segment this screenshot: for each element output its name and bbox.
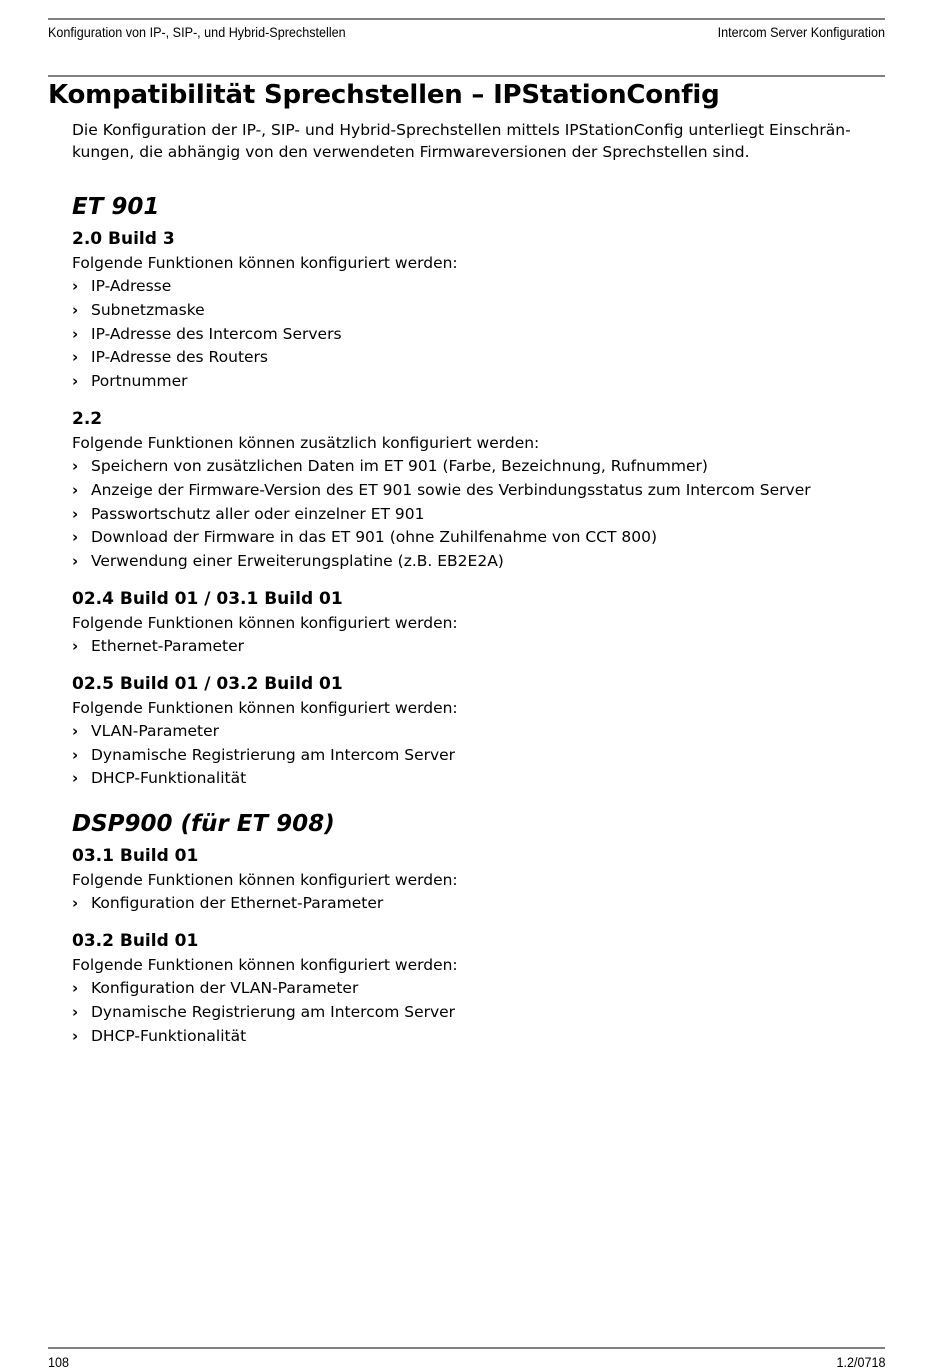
list-item-text: Passwortschutz aller oder einzelner ET 901 <box>91 504 425 523</box>
list-item-text: IP-Adresse <box>91 277 172 295</box>
version-heading: 02.5 Build 01 / 03.2 Build 01 <box>72 673 343 694</box>
section-lead: Folgende Funktionen können konfiguriert werden: <box>72 955 458 974</box>
chevron-right-icon: › <box>72 300 79 319</box>
section-lead: Folgende Funktionen können konfiguriert werden: <box>72 254 458 272</box>
version-heading: 03.2 Build 01 <box>72 930 199 951</box>
list-item <box>72 526 887 550</box>
list-item-text: Speichern von zusätzlichen Daten im ET 901 (Farbe, Bezeichnung, Rufnummer) <box>91 456 708 475</box>
list-item <box>72 720 887 744</box>
version-heading: 2.0 Build 3 <box>72 229 175 249</box>
list-item-text: VLAN-Parameter <box>91 721 220 740</box>
chevron-right-icon: › <box>72 978 79 997</box>
list-item <box>72 503 887 527</box>
list-item-text: Download der Firmware in das ET 901 (ohne Zuhilfenahme von CCT 800) <box>91 528 658 547</box>
list-item-text: DHCP-Funktionalität <box>91 1026 247 1045</box>
list-item-text: IP-Adresse des Routers <box>91 348 269 367</box>
intro-line: Die Konfiguration der IP-, SIP- und Hybrid-Sprechstellen mittels IPStationConfig unterliegt Einschrän- <box>72 121 851 139</box>
page-number: 108 <box>48 1354 70 1370</box>
chevron-right-icon: › <box>72 552 79 571</box>
list-item-text: DHCP-Funktionalität <box>91 769 247 788</box>
version-heading: 03.1 Build 01 <box>72 846 199 867</box>
section-lead: Folgende Funktionen können konfiguriert werden: <box>72 871 458 890</box>
list-item <box>72 1025 887 1049</box>
page-title: Kompatibilität Sprechstellen – IPStationConfig <box>48 80 720 110</box>
page-header <box>48 18 885 40</box>
list-item <box>72 635 887 659</box>
chevron-right-icon: › <box>72 1002 79 1021</box>
feature-list <box>72 892 887 916</box>
header-section: Intercom Server Konfiguration <box>717 24 885 40</box>
chevron-right-icon: › <box>72 324 79 343</box>
list-item <box>72 892 887 916</box>
chevron-right-icon: › <box>72 372 79 391</box>
title-rule <box>48 75 885 77</box>
chevron-right-icon: › <box>72 480 79 499</box>
intro-line: kungen, die abhängig von den verwendeten Firmwareversionen der Sprechstellen sind. <box>72 143 750 161</box>
chevron-right-icon: › <box>72 504 79 523</box>
list-item-text: Ethernet-Parameter <box>91 636 245 655</box>
section-lead: Folgende Funktionen können konfiguriert werden: <box>72 613 458 632</box>
section-lead: Folgende Funktionen können konfiguriert werden: <box>72 698 458 717</box>
list-item-text: IP-Adresse des Intercom Servers <box>91 324 342 343</box>
chevron-right-icon: › <box>72 769 79 788</box>
list-item-text: Verwendung einer Erweiterungsplatine (z.B. EB2E2A) <box>91 552 504 571</box>
chevron-right-icon: › <box>72 894 79 913</box>
chevron-right-icon: › <box>72 721 79 740</box>
list-item <box>72 744 887 768</box>
feature-list <box>72 977 887 1048</box>
page-footer <box>48 1347 885 1370</box>
chevron-right-icon: › <box>72 1026 79 1045</box>
chevron-right-icon: › <box>72 456 79 475</box>
document-version: 1.2/0718 <box>835 1354 885 1370</box>
chevron-right-icon: › <box>72 528 79 547</box>
list-item <box>72 275 887 299</box>
section-lead: Folgende Funktionen können zusätzlich konfiguriert werden: <box>72 433 540 452</box>
version-heading: 2.2 <box>72 408 103 429</box>
list-item-text: Konfiguration der VLAN-Parameter <box>91 978 359 997</box>
chevron-right-icon: › <box>72 636 79 655</box>
list-item <box>72 370 887 394</box>
list-item <box>72 479 887 503</box>
list-item-text: Subnetzmaske <box>91 300 205 319</box>
list-item <box>72 323 887 347</box>
feature-list <box>72 720 887 791</box>
list-item-text: Portnummer <box>91 372 188 391</box>
feature-list <box>72 275 887 394</box>
version-heading: 02.4 Build 01 / 03.1 Build 01 <box>72 588 343 609</box>
list-item <box>72 346 887 370</box>
list-item <box>72 977 887 1001</box>
list-item <box>72 1001 887 1025</box>
list-item <box>72 550 887 574</box>
list-item <box>72 299 887 323</box>
list-item-text: Dynamische Registrierung am Intercom Server <box>91 745 456 764</box>
list-item-text: Konfiguration der Ethernet-Parameter <box>91 894 384 913</box>
intro-paragraph <box>72 119 887 163</box>
feature-list <box>72 455 887 574</box>
list-item-text: Anzeige der Firmware-Version des ET 901 sowie des Verbindungsstatus zum Intercom Server <box>91 480 811 499</box>
content <box>72 119 887 1048</box>
list-item <box>72 455 887 479</box>
list-item-text: Dynamische Registrierung am Intercom Server <box>91 1002 456 1021</box>
chevron-right-icon: › <box>72 277 79 295</box>
list-item <box>72 767 887 791</box>
chevron-right-icon: › <box>72 745 79 764</box>
feature-list <box>72 635 887 659</box>
device-heading: DSP900 (für ET 908) <box>72 811 335 838</box>
device-heading: ET 901 <box>72 194 160 220</box>
header-chapter: Konfiguration von IP-, SIP-, und Hybrid-Sprechstellen <box>48 24 346 40</box>
chevron-right-icon: › <box>72 348 79 367</box>
